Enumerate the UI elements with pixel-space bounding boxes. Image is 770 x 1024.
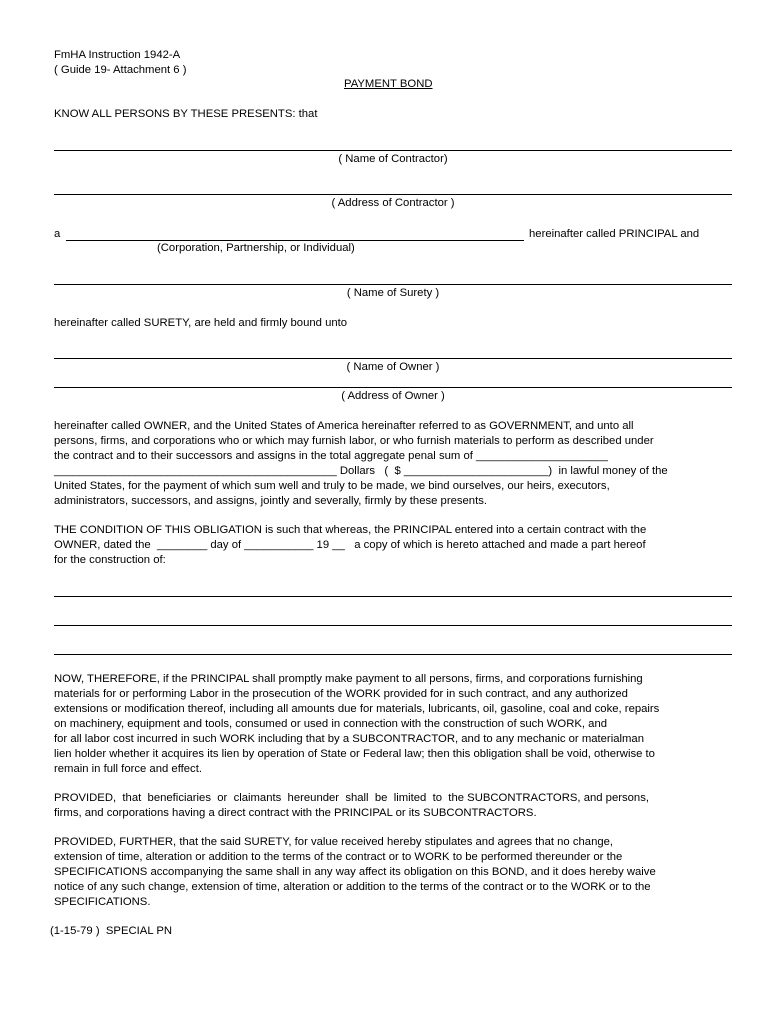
now-therefore-line: NOW, THEREFORE, if the PRINCIPAL shall promptly make payment to all persons, firms, and corporations furnishing xyxy=(54,673,643,685)
provided-further-line: SPECIFICATIONS. xyxy=(54,896,151,908)
contractor-address-caption: ( Address of Contractor ) xyxy=(331,197,455,209)
principal-prefix: a xyxy=(54,228,61,240)
guide-header: ( Guide 19- Attachment 6 ) xyxy=(54,64,187,76)
owner-para-line: administrators, successors, and assigns, jointly and severally, firmly by these presents. xyxy=(54,495,488,507)
condition-para-line: THE CONDITION OF THIS OBLIGATION is such that whereas, the PRINCIPAL entered into a certain contract with the xyxy=(54,524,647,536)
now-therefore-line: extensions or modification thereof, including all amounts due for materials, lubricants, oil, gasoline, coal and coke, repairs xyxy=(54,703,660,715)
owner-name-caption: ( Name of Owner ) xyxy=(346,361,440,373)
now-therefore-line: lien holder whether it acquires its lien by operation of State or Federal law; then this obligation shall be void, otherwise to xyxy=(54,748,655,760)
provided-further-line: extension of time, alteration or addition to the terms of the contract or to WORK to be performed thereunder or the xyxy=(54,851,623,863)
now-therefore-line: for all labor cost incurred in such WORK including that by a SUBCONTRACTOR, and to any mechanic or materialman xyxy=(54,733,644,745)
provided-further-line: notice of any such change, extension of time, alteration or addition to the terms of the contract or to the WORK or to the xyxy=(54,881,651,893)
provided-line: PROVIDED, that beneficiaries or claimants hereunder shall be limited to the SUBCONTRACTORS, and persons, xyxy=(54,792,650,804)
provided-further-line: SPECIFICATIONS accompanying the same shall in any way affect its obligation on this BOND, and it does hereby waive xyxy=(54,866,656,878)
owner-para-line: United States, for the payment of which sum well and truly to be made, we bind ourselves, our heirs, executors, xyxy=(54,480,610,492)
now-therefore-line: on machinery, equipment and tools, consumed or used in connection with the construction of such WORK, and xyxy=(54,718,608,730)
owner-para-line: the contract and to their successors and assigns in the total aggregate penal sum of _____________________ xyxy=(54,450,608,462)
provided-line: firms, and corporations having a direct contract with the PRINCIPAL or its SUBCONTRACTORS. xyxy=(54,807,537,819)
construction-line xyxy=(54,654,732,655)
contractor-address-line xyxy=(54,194,732,195)
entity-type-caption: (Corporation, Partnership, or Individual) xyxy=(157,242,355,254)
contractor-name-line xyxy=(54,150,732,151)
owner-para-line: persons, firms, and corporations who or which may furnish labor, or who furnish materials to perform as described under xyxy=(54,435,654,447)
contractor-name-caption: ( Name of Contractor) xyxy=(338,153,448,165)
document-title: PAYMENT BOND xyxy=(344,78,433,90)
provided-further-line: PROVIDED, FURTHER, that the said SURETY, for value received hereby stipulates and agrees that no change, xyxy=(54,836,614,848)
condition-para-line: OWNER, dated the ________ day of ___________ 19 __ a copy of which is hereto attached and made a part hereof xyxy=(54,539,646,551)
construction-line xyxy=(54,625,732,626)
owner-para-line: hereinafter called OWNER, and the United States of America hereinafter referred to as GOVERNMENT, and unto all xyxy=(54,420,634,432)
owner-para-line: _____________________________________________ Dollars ( $ _______________________) in lawful money of the xyxy=(54,465,668,477)
surety-text: hereinafter called SURETY, are held and firmly bound unto xyxy=(54,317,348,329)
surety-name-caption: ( Name of Surety ) xyxy=(346,287,440,299)
now-therefore-line: remain in full force and effect. xyxy=(54,763,202,775)
form-footer: (1-15-79 ) SPECIAL PN xyxy=(50,925,173,937)
owner-address-line xyxy=(54,387,732,388)
condition-para-line: for the construction of: xyxy=(54,554,166,566)
surety-name-line xyxy=(54,284,732,285)
know-all-persons-text: KNOW ALL PERSONS BY THESE PRESENTS: that xyxy=(54,108,318,120)
principal-suffix: hereinafter called PRINCIPAL and xyxy=(529,228,700,240)
now-therefore-line: materials for or performing Labor in the prosecution of the WORK provided for in such contract, and any authorized xyxy=(54,688,628,700)
owner-name-line xyxy=(54,358,732,359)
construction-line xyxy=(54,596,732,597)
owner-address-caption: ( Address of Owner ) xyxy=(341,390,445,402)
instruction-header: FmHA Instruction 1942-A xyxy=(54,49,181,61)
